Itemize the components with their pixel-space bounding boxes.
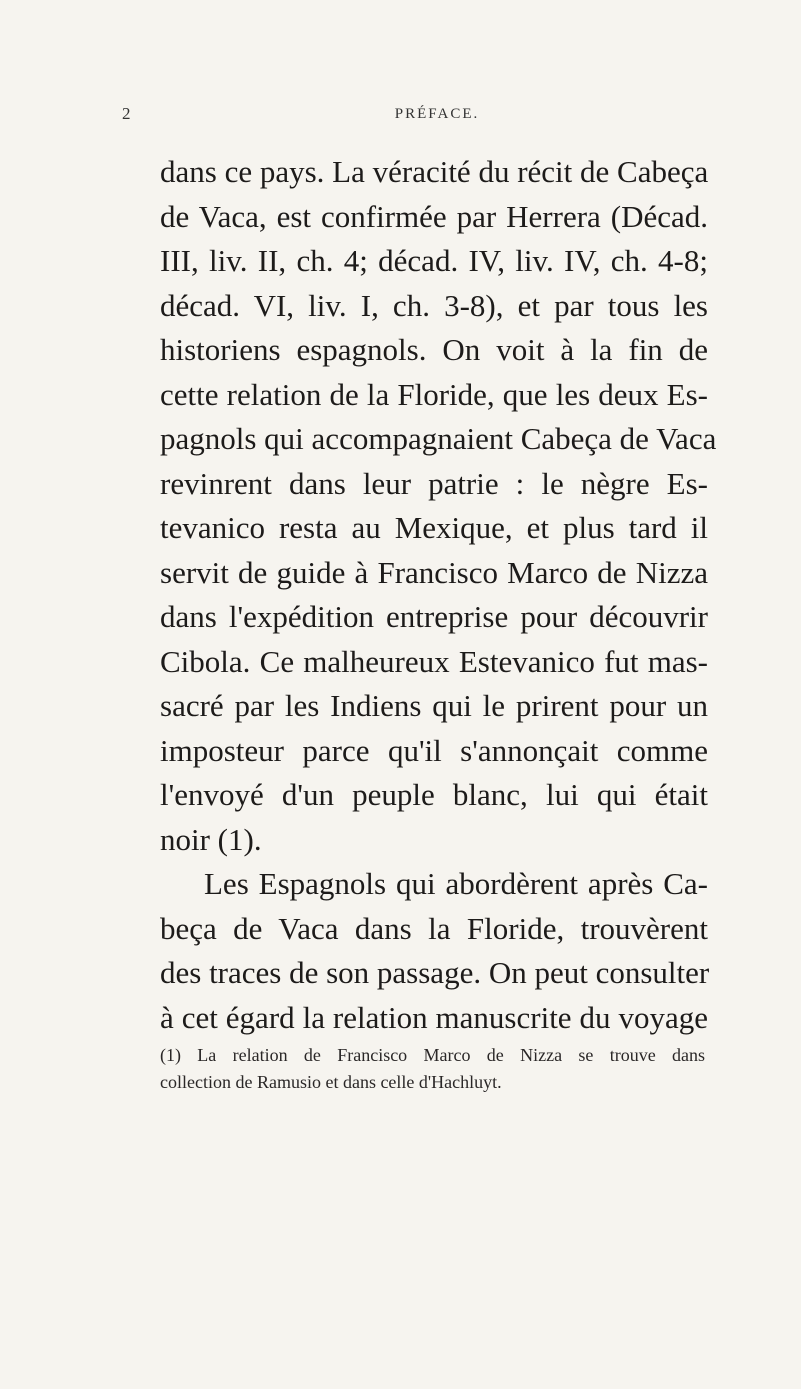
text-line: de Vaca, est confirmée par Herrera (Décad. bbox=[160, 198, 708, 234]
footnote bbox=[160, 1042, 705, 1096]
text-line: revinrent dans leur patrie : le nègre Es- bbox=[160, 465, 708, 501]
footnote-line: collection de Ramusio et dans celle d'Hachluyt. bbox=[160, 1072, 502, 1092]
footnote-line: (1) La relation de Francisco Marco de Nizza se trouve dans bbox=[160, 1045, 705, 1065]
page-number: 2 bbox=[122, 104, 131, 123]
text-line: historiens espagnols. On voit à la fin de bbox=[160, 332, 708, 367]
text-line: pagnols qui accompagnaient Cabeça de Vaca bbox=[160, 421, 717, 456]
text-line: à cet égard la relation manuscrite du voyage bbox=[160, 999, 708, 1035]
text-line: Les Espagnols qui abordèrent après Ca- bbox=[204, 866, 708, 901]
text-line: des traces de son passage. On peut consulter bbox=[160, 955, 710, 990]
page-header bbox=[122, 104, 712, 134]
text-line: III, liv. II, ch. 4; décad. IV, liv. IV, ch. 4-8; bbox=[160, 243, 708, 278]
text-line: beça de Vaca dans la Floride, trouvèrent bbox=[160, 910, 708, 946]
text-line: dans l'expédition entreprise pour découvrir bbox=[160, 599, 708, 634]
text-line: servit de guide à Francisco Marco de Nizza bbox=[160, 554, 708, 590]
text-line: noir (1). bbox=[160, 821, 262, 857]
text-line: Cibola. Ce malheureux Estevanico fut mas- bbox=[160, 643, 708, 679]
text-line: imposteur parce qu'il s'annonçait comme bbox=[160, 732, 708, 768]
text-line: dans ce pays. La véracité du récit de Cabeça bbox=[160, 154, 709, 189]
body-text bbox=[160, 150, 717, 1040]
text-line: sacré par les Indiens qui le prirent pour un bbox=[160, 688, 708, 723]
text-line: tevanico resta au Mexique, et plus tard il bbox=[160, 510, 708, 545]
text-line: décad. VI, liv. I, ch. 3-8), et par tous les bbox=[160, 287, 708, 323]
text-line: l'envoyé d'un peuple blanc, lui qui était bbox=[160, 777, 708, 812]
running-head: PRÉFACE. bbox=[394, 106, 480, 122]
text-line: cette relation de la Floride, que les deux Es- bbox=[160, 376, 708, 412]
